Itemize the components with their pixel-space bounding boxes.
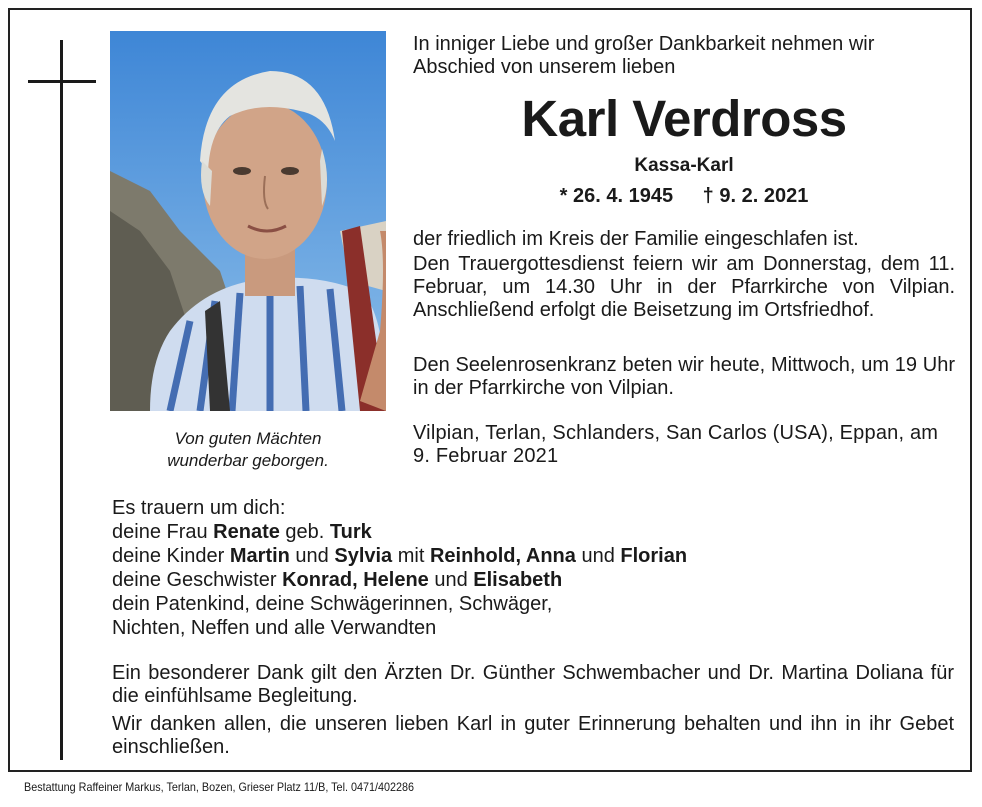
passing-text: der friedlich im Kreis der Familie eingeschlafen ist. [413, 228, 859, 250]
mourner-line: deine Geschwister Konrad, Helene und Elisabeth [112, 569, 563, 591]
thanks-all: Wir danken allen, die unseren lieben Karl in guter Erinnerung behalten und ihn in ihr Gebet einschließen. [112, 713, 954, 758]
place-date: Vilpian, Terlan, Schlanders, San Carlos (USA), Eppan, am 9. Februar 2021 [413, 422, 939, 467]
motto-line-1: Von guten Mächten [174, 429, 322, 448]
nickname: Kassa-Karl [634, 155, 734, 176]
death-date: † 9. 2. 2021 [702, 185, 809, 207]
life-dates [413, 184, 955, 208]
motto-line-2: wunderbar geborgen. [167, 451, 329, 470]
birth-date: * 26. 4. 1945 [559, 185, 674, 207]
funeral-text: Den Trauergottesdienst feiern wir am Donnerstag, dem 11. Februar, um 14.30 Uhr in der Pfarrkirche von Vilpian. Anschließend erfolgt die Beisetzung im Ortsfriedhof. [413, 253, 955, 321]
motto [120, 428, 376, 472]
portrait-photo [110, 31, 386, 411]
funeral-home-footer: Bestattung Raffeiner Markus, Terlan, Bozen, Grieser Platz 11/B, Tel. 0471/402286 [24, 780, 415, 794]
mourner-line: deine Kinder Martin und Sylvia mit Reinhold, Anna und Florian [112, 545, 688, 567]
deceased-name: Karl Verdross [521, 90, 847, 147]
mourners-heading: Es trauern um dich: [112, 497, 286, 519]
mourner-line: deine Frau Renate geb. Turk [112, 521, 372, 543]
mourner-line: dein Patenkind, deine Schwägerinnen, Schwäger, [112, 593, 553, 615]
cross-icon [60, 40, 63, 760]
mourner-line: Nichten, Neffen und alle Verwandten [112, 617, 437, 639]
cross-icon-bar [28, 80, 96, 83]
rosary-text: Den Seelenrosenkranz beten wir heute, Mittwoch, um 19 Uhr in der Pfarrkirche von Vilpian. [413, 354, 955, 399]
mourners-list [112, 496, 962, 640]
intro-text: In inniger Liebe und großer Dankbarkeit nehmen wir Abschied von unserem lieben [413, 33, 875, 78]
thanks-doctors: Ein besonderer Dank gilt den Ärzten Dr. Günther Schwembacher und Dr. Martina Doliana für die einfühlsame Begleitung. [112, 662, 954, 707]
